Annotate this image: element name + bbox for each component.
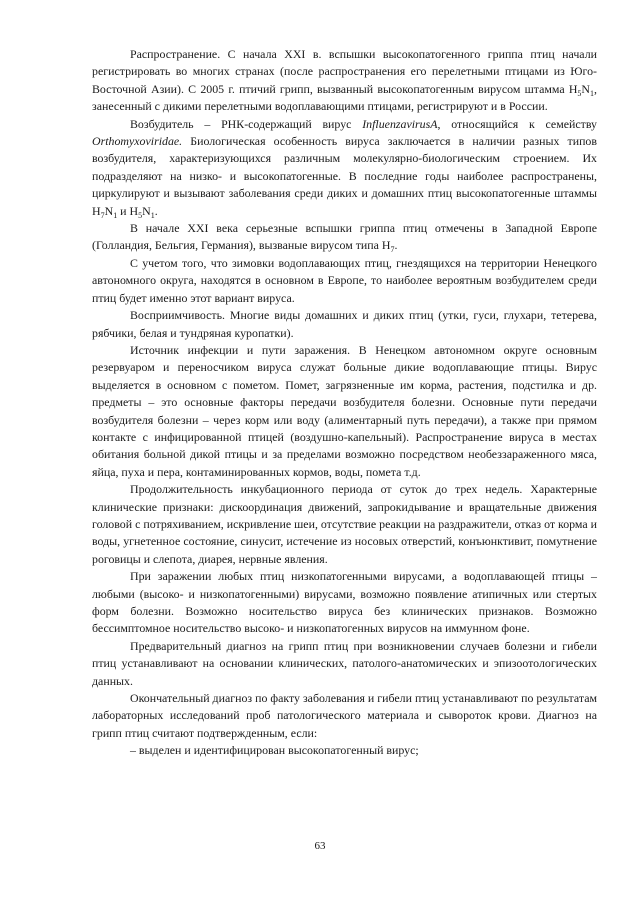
text-body: [92, 46, 597, 760]
paragraph-susceptibility: Восприимчивость. Многие виды домашних и диких птиц (утки, гуси, глухари, тетерева, рябчики, белая и тундряная куропатки).: [92, 308, 597, 340]
paragraph-europe-outbreaks: В начале XXI века серьезные вспышки гриппа птиц отмечены в Западной Европе (Голландия, Бельгия, Германия), вызваные вирусом типа $H_7$.: [92, 221, 597, 255]
paragraph-wintering: С учетом того, что зимовки водоплавающих птиц, гнездящихся на территории Ненецкого автономного округа, находятся в основном в Европе, то наиболее вероятным возбудителем среди птиц будет именно этот вариант вируса.: [92, 255, 597, 305]
paragraph-atypical-forms: При заражении любых птиц низкопатогенными вирусами, а водоплавающей птицы – любыми (высоко- и низкопатогенными) вирусами, возможно появление атипичных или стертых форм болезни. Возможно носительство вируса без клинических признаков. Возможно бессимптомное носительство высоко- и низкопатогенных вирусов на иммунном фоне.: [92, 569, 597, 636]
paragraph-agent: Возбудитель – РНК-содержащий вирус InfluenzavirusA, относящийся к семейству Orthomyxoviridae. Биологическая особенность вируса заключается в наличии разных типов возбудителя, характеризующихся различным молекулярно-биологическим строением. Их подразделяют на низко- и высокопатогенные. В последние годы наиболее распространены, циркулируют и вызывают заболевания среди диких и домашних птиц высокопатогенные штаммы $H_7N_1$ и $H_5N_1$.: [92, 116, 597, 220]
paragraph-distribution: Распространение. С начала XXI в. вспышки высокопатогенного гриппа птиц начали регистрировать во многих странах (после распространения его перелетными птицами из Юго-Восточной Азии). С 2005 г. птичий грипп, вызванный высокопатогенным вирусом штамма $H_5N_1$, занесенный с дикими перелетными водоплавающими птицами, регистрируют и в России.: [92, 47, 597, 114]
paragraph-infection-source: Источник инфекции и пути заражения. В Ненецком автономном округе основным резервуаром и переносчиком вируса служат больные дикие водоплавающие птицы. Вирус выделяется в основном с пометом. Помет, загрязненные им корма, растения, подстилка и др. предметы – это основные факторы передачи возбудителя болезни. Основные пути передачи возбудителя болезни – через корм или воду (алиментарный путь передачи), а также при прямом контакте с инфицированной птицей (воздушно-капельный). Распространение вируса в местах обитания больной дикой птицы и за пределами возможно посредством необеззараженного мяса, яйца, пуха и пера, контаминированных кормов, воды, помета т.д.: [92, 342, 597, 479]
paragraph-incubation: Продолжительность инкубационного периода от суток до трех недель. Характерные клинические признаки: дискоординация движений, запрокидывание и вращательные движения головой с потряхиванием, искривление шеи, отсутствие реакции на раздражители, отказ от корма и воды, угнетенное состояние, синусит, истечение из носовых отверстий, конъюнктивит, помутнение роговицы и слепота, диарея, нервные явления.: [92, 482, 597, 566]
page-number: 63: [314, 840, 326, 852]
paragraph-criteria-item: – выделен и идентифицирован высокопатогенный вирус;: [130, 743, 419, 758]
paragraph-preliminary-diagnosis: Предварительный диагноз на грипп птиц при возникновении случаев болезни и гибели птиц устанавливают на основании клинических, патолого-анатомических и эпизоотологических данных.: [92, 638, 597, 688]
paragraph-final-diagnosis: Окончательный диагноз по факту заболевания и гибели птиц устанавливают по результатам лабораторных исследований проб патологического материала и сывороток крови. Диагноз на грипп птиц считают подтвержденным, если:: [92, 691, 597, 740]
